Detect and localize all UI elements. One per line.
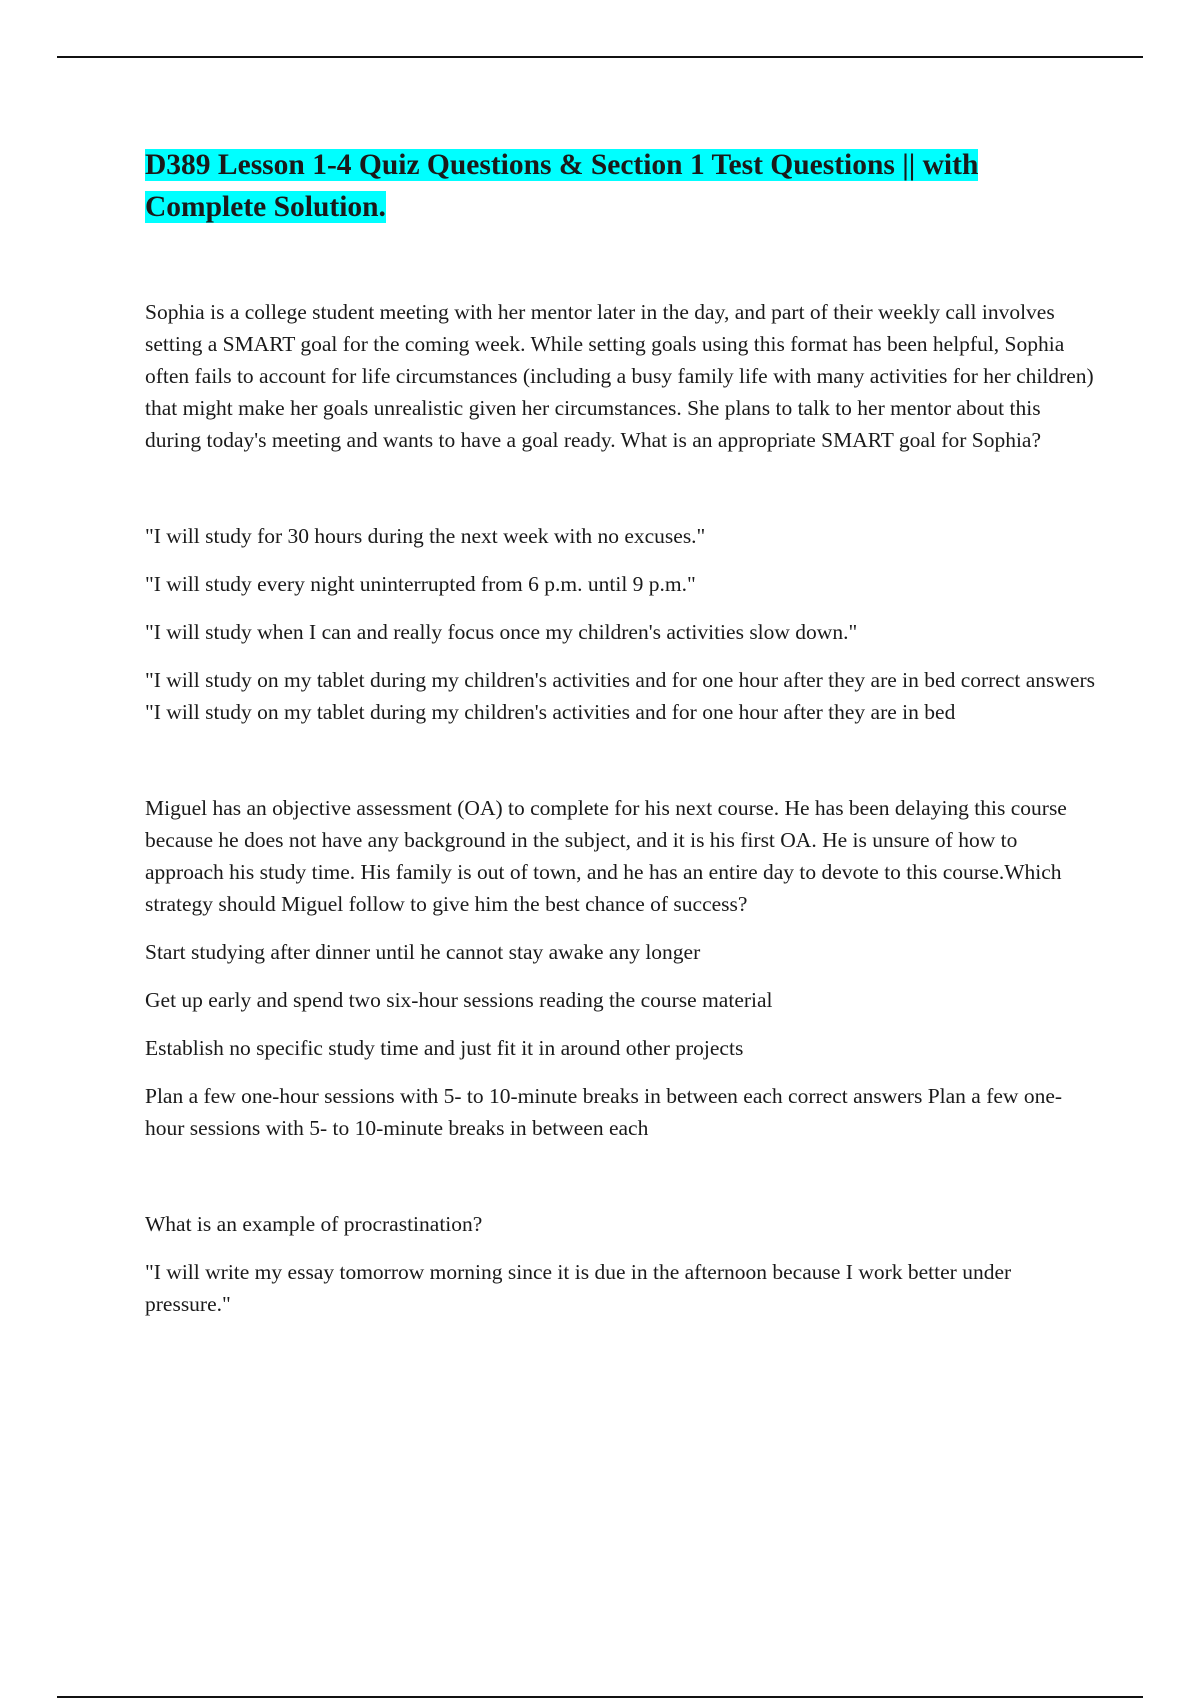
bottom-rule (57, 1696, 1143, 1698)
answer-option: Plan a few one-hour sessions with 5- to 10-minute breaks in between each correct answers Plan a few one-hour sessions with 5- to 10-minute breaks in between each (145, 1084, 1063, 1140)
answer-option: Establish no specific study time and just fit it in around other projects (145, 1036, 744, 1060)
answer-option: "I will study on my tablet during my children's activities and for one hour after they are in bed correct answers "I will study on my tablet during my children's activities and for one hour after they are in bed (145, 668, 1095, 724)
document-page (145, 144, 1095, 1320)
top-rule (57, 56, 1143, 58)
answer-option: Get up early and spend two six-hour sessions reading the course material (145, 988, 773, 1012)
answer-option: "I will study every night uninterrupted from 6 p.m. until 9 p.m." (145, 572, 696, 596)
answer-option: "I will study when I can and really focus once my children's activities slow down." (145, 620, 858, 644)
answer-option: "I will study for 30 hours during the next week with no excuses." (145, 524, 706, 548)
question-prompt: What is an example of procrastination? (145, 1212, 483, 1236)
question-prompt: Sophia is a college student meeting with her mentor later in the day, and part of their weekly call involves setting a SMART goal for the coming week. While setting goals using this format has been helpful, Sophia often fails to account for life circumstances (including a busy family life with many activities for her children) that might make her goals unrealistic given her circumstances. She plans to talk to her mentor about this during today's meeting and wants to have a goal ready. What is an appropriate SMART goal for Sophia? (145, 300, 1094, 452)
document-title (145, 144, 1095, 228)
title-highlight: D389 Lesson 1-4 Quiz Questions & Section 1 Test Questions || with Complete Solution. (145, 149, 979, 223)
question-prompt: Miguel has an objective assessment (OA) to complete for his next course. He has been delaying this course because he does not have any background in the subject, and it is his first OA. He is unsure of how to approach his study time. His family is out of town, and he has an entire day to devote to this course.Which strategy should Miguel follow to give him the best chance of success? (145, 796, 1067, 916)
answer-option: "I will write my essay tomorrow morning since it is due in the afternoon because I work better under pressure." (145, 1260, 1012, 1316)
answer-option: Start studying after dinner until he cannot stay awake any longer (145, 940, 701, 964)
